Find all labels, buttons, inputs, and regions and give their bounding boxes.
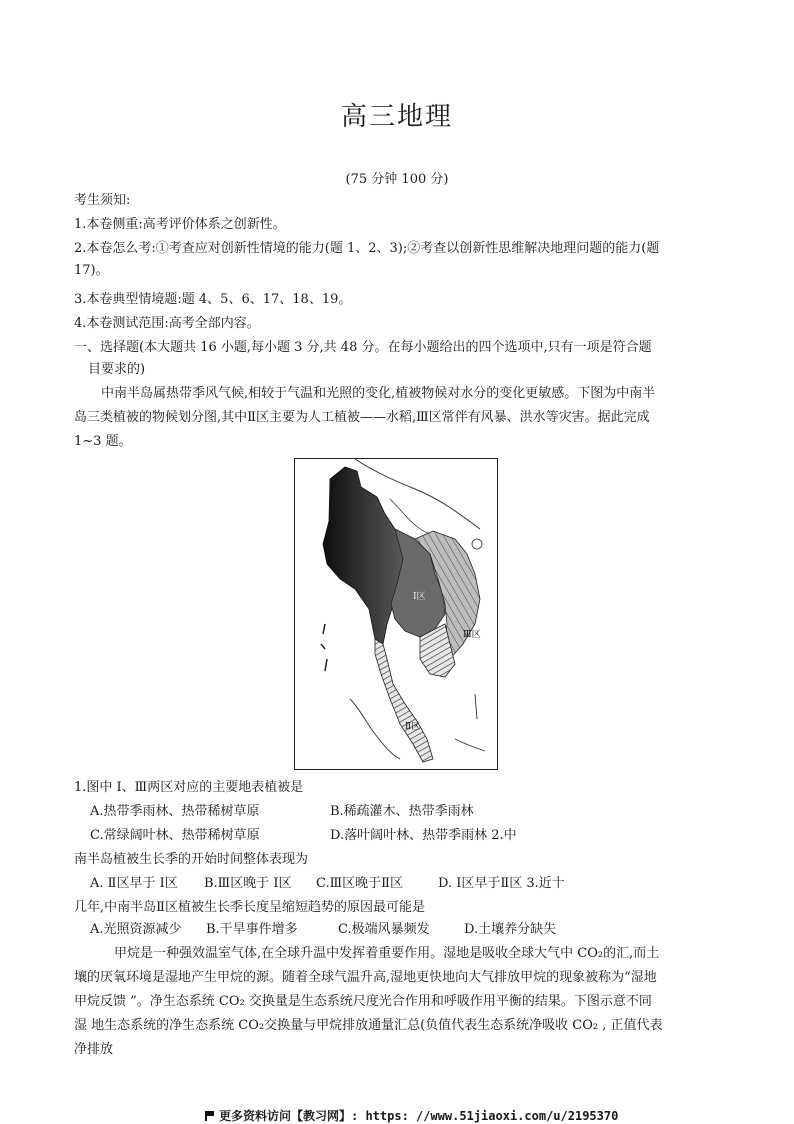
- question-2-option-b: B.Ⅲ区晚于 Ⅰ区: [204, 876, 292, 891]
- passage-2-line-4: 湿 地生态系统的净生态系统 CO₂交换量与甲烷排放通量汇总(负值代表生态系统净吸收 CO₂ , 正值代表: [74, 1018, 663, 1033]
- passage-1-line-2: 岛三类植被的物候划分图,其中Ⅱ区主要为人工植被——水稻,Ⅲ区常伴有风暴、洪水等灾害。据此完成: [74, 410, 650, 425]
- coast-mark-3: [455, 694, 485, 751]
- notice-item-4: 4.本卷测试范围:高考全部内容。: [74, 316, 260, 331]
- footer-link[interactable]: 更多资料访问【教习网】: https: //www.51jiaoxi.com/u/2195370: [219, 1109, 619, 1123]
- question-2-option-a: A. Ⅱ区早于 Ⅰ区: [90, 876, 178, 891]
- question-1-option-c: C.常绿阔叶林、热带稀树草原: [90, 828, 260, 843]
- exam-duration-score: (75 分钟 100 分): [345, 172, 449, 187]
- passage-1-line-1: 中南半岛属热带季风气候,相较于气温和光照的变化,植被物候对水分的变化更敏感。下图为中南半: [101, 386, 656, 401]
- question-1-stem: 1.图中 Ⅰ、Ⅲ两区对应的主要地表植被是: [74, 780, 304, 795]
- question-3-option-b: B.干旱事件增多: [206, 922, 298, 937]
- map-label-region-2: Ⅱ区: [405, 722, 421, 732]
- section-heading: 一、选择题(本大题共 16 小题,每小题 3 分,共 48 分。在每小题给出的四个选项中,只有一项是符合题: [74, 340, 652, 355]
- section-heading-cont: 目要求的): [88, 362, 146, 377]
- notice-item-3: 3.本卷典型情境题:题 4、5、6、17、18、19。: [74, 292, 352, 307]
- coast-mark: [321, 624, 327, 671]
- footer: [205, 1107, 618, 1124]
- notice-item-1: 1.本卷侧重:高考评价体系之创新性。: [74, 217, 286, 232]
- notice-item-2-cont: 17)。: [74, 263, 109, 278]
- page-title: 高三地理: [340, 102, 453, 132]
- question-1-option-b: B.稀疏灌木、热带季雨林: [330, 804, 474, 819]
- map-label-region-1: Ⅰ区: [413, 592, 426, 602]
- question-3-option-c: C.极端风暴频发: [338, 922, 430, 937]
- question-2-stem: 南半岛植被生长季的开始时间整体表现为: [74, 852, 309, 867]
- passage-2-line-2: 壤的厌氧环境是湿地产生甲烷的源。随着全球气温升高,湿地更快地向大气排放甲烷的现象被称为“湿地: [74, 970, 657, 985]
- map-drawing: [295, 459, 497, 769]
- coast-mark-2: [350, 699, 400, 759]
- notice-heading: 考生须知:: [74, 193, 131, 208]
- question-1-option-a: A.热带季雨林、热带稀树草原: [90, 804, 260, 819]
- passage-2-line-1: 甲烷是一种强效温室气体,在全球升温中发挥着重要作用。湿地是吸收全球大气中 CO₂的汇,而土: [114, 946, 660, 961]
- question-2-option-c: C.Ⅲ区晚于Ⅱ区: [316, 876, 403, 891]
- passage-2-line-5: 净排放: [74, 1042, 114, 1057]
- question-3-option-a: A.光照资源减少: [90, 922, 182, 937]
- question-1-option-d: D.落叶阔叶林、热带季雨林 2.中: [330, 828, 517, 843]
- passage-1-line-3: 1~3 题。: [74, 434, 132, 449]
- region-dark-myanmar: [323, 467, 405, 644]
- question-2-option-d: D. Ⅰ区早于Ⅱ区 3.近十: [438, 876, 565, 891]
- passage-2-line-3: 甲烷反馈 ”。净生态系统 CO₂ 交换量是生态系统尺度光合作用和呼吸作用平衡的结果。下图示意不同: [74, 994, 652, 1009]
- island-dot: [472, 539, 482, 549]
- question-3-option-d: D.土壤养分缺失: [464, 922, 557, 937]
- notice-item-2: 2.本卷怎么考:①考查应对创新性情境的能力(题 1、2、3);②考查以创新性思维解决地理问题的能力(题: [74, 241, 660, 256]
- flag-icon: [205, 1111, 215, 1121]
- river-line: [390, 499, 430, 534]
- indochina-vegetation-map: [294, 458, 498, 770]
- question-3-stem: 几年,中南半岛Ⅱ区植被生长季长度呈缩短趋势的原因最可能是: [74, 900, 425, 915]
- map-label-region-3: Ⅲ区: [463, 630, 481, 640]
